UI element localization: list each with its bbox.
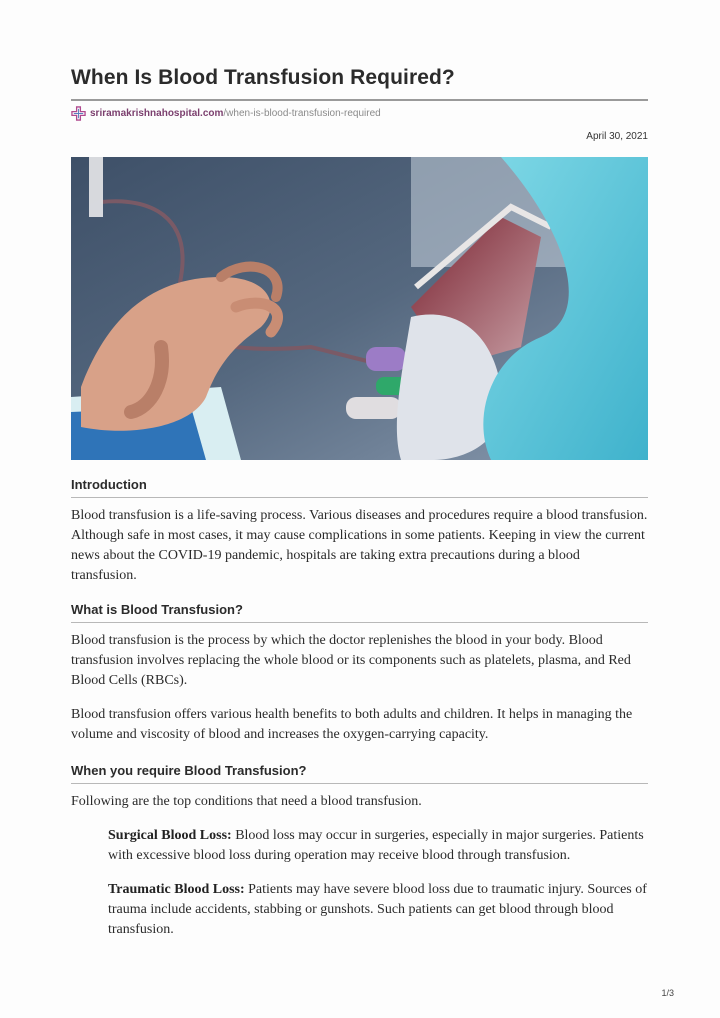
- list-item: [71, 880, 648, 940]
- paragraph: Blood transfusion is the process by which the doctor replenishes the blood in your body. Blood transfusion involves replacing the whole blood or its components such as platelets, plasma, and Red Blood Cells (RBCs).: [71, 633, 631, 688]
- section-when-require: [71, 763, 648, 940]
- list-item: [71, 826, 648, 866]
- paragraph: Following are the top conditions that need a blood transfusion.: [71, 794, 422, 809]
- paragraph: Blood transfusion offers various health benefits to both adults and children. It helps in managing the volume and viscosity of blood and increases the oxygen-carrying capacity.: [71, 707, 633, 742]
- item-term: Surgical Blood Loss:: [108, 828, 232, 843]
- section-heading: What is Blood Transfusion?: [71, 602, 243, 617]
- source-domain[interactable]: sriramakrishnahospital.com: [90, 108, 224, 119]
- section-introduction: [71, 477, 648, 586]
- section-what-is: [71, 602, 648, 745]
- item-text: Blood loss may occur in surgeries, especially in major surgeries. Patients with excessive blood loss during operation may receive blood through transfusion.: [108, 828, 644, 863]
- publish-date: April 30, 2021: [586, 131, 648, 142]
- section-divider: [71, 783, 648, 784]
- transfusion-photo: [71, 157, 648, 460]
- section-heading: Introduction: [71, 477, 147, 492]
- title-divider: [71, 99, 648, 101]
- paragraph: Blood transfusion is a life-saving process. Various diseases and procedures require a blood transfusion. Although safe in most cases, it may cause complications in some patients. Keeping in view the current news about the COVID-19 pandemic, hospitals are taking extra precautions during a blood transfusion.: [71, 508, 648, 583]
- hospital-logo-icon: [71, 106, 86, 121]
- source-link[interactable]: [71, 106, 381, 121]
- page-number: 1/3: [661, 988, 674, 998]
- item-text: Patients may have severe blood loss due to traumatic injury. Sources of trauma include accidents, stabbing or gunshots. Such patients can get blood through blood transfusion.: [108, 882, 647, 937]
- item-term: Traumatic Blood Loss:: [108, 882, 245, 897]
- section-divider: [71, 497, 648, 498]
- section-divider: [71, 622, 648, 623]
- section-heading: When you require Blood Transfusion?: [71, 763, 307, 778]
- page-title: When Is Blood Transfusion Required?: [71, 66, 455, 89]
- source-path[interactable]: /when-is-blood-transfusion-required: [223, 108, 381, 119]
